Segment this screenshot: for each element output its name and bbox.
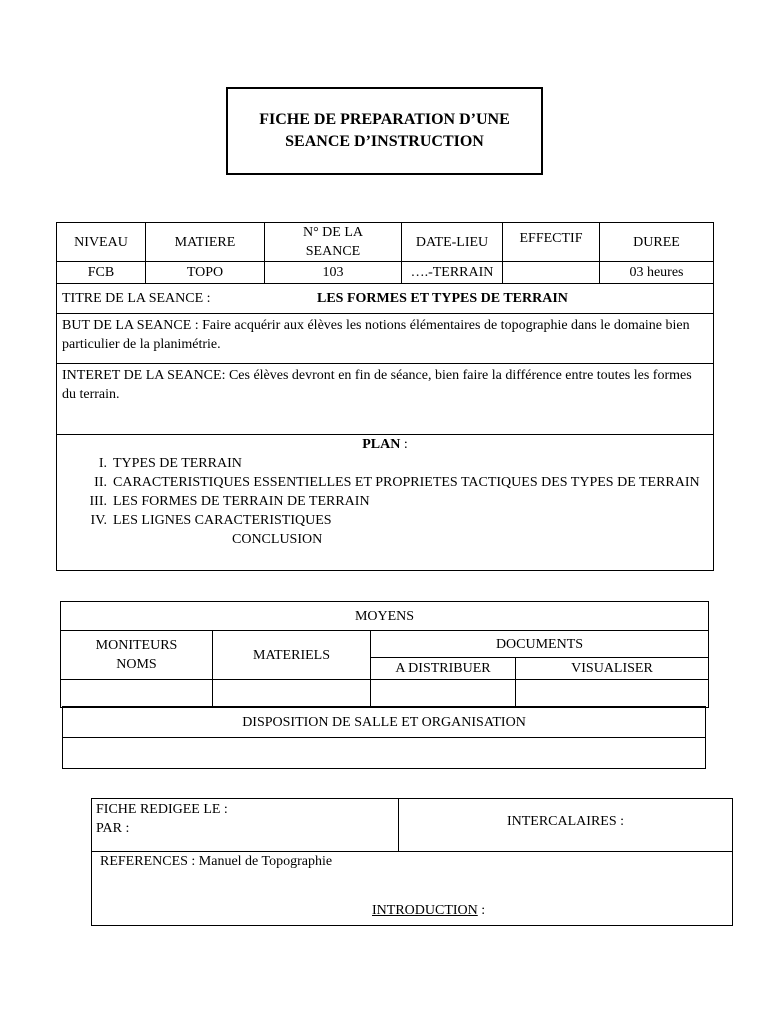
- documents-header: DOCUMENTS: [371, 631, 709, 658]
- moniteurs-cell: [61, 680, 213, 708]
- plan-list: [57, 454, 713, 530]
- plan-item-number: II.: [94, 475, 107, 490]
- plan-conclusion: CONCLUSION: [232, 532, 323, 547]
- disposition-title: DISPOSITION DE SALLE ET ORGANISATION: [63, 707, 706, 738]
- but-row: [57, 314, 714, 364]
- moyens-table: [60, 601, 709, 708]
- header-effectif: EFFECTIF: [503, 223, 600, 262]
- titre-row: [57, 284, 714, 314]
- intercalaires-label: INTERCALAIRES :: [399, 799, 733, 852]
- value-niveau: FCB: [57, 262, 146, 284]
- info-value-row: [57, 262, 714, 284]
- visualiser-cell: [516, 680, 709, 708]
- materiels-header: MATERIELS: [213, 631, 371, 680]
- fiche-table: [91, 798, 733, 926]
- references-cell: [92, 852, 733, 926]
- plan-item-text: LES FORMES DE TERRAIN DE TERRAIN: [113, 494, 370, 509]
- introduction-colon: :: [477, 903, 486, 918]
- but-text: BUT DE LA SEANCE : Faire acquérir aux élèves les notions élémentaires de topographie dans le domaine bien particulier de la planimétrie.: [57, 314, 714, 364]
- references-text: REFERENCES : Manuel de Topographie: [100, 854, 333, 869]
- moniteurs-noms-header: MONITEURS NOMS: [61, 631, 213, 680]
- plan-row: [57, 435, 714, 571]
- header-date-lieu: DATE-LIEU: [402, 223, 503, 262]
- header-matiere: MATIERE: [146, 223, 265, 262]
- document-title-box: [226, 87, 543, 175]
- plan-item-number: IV.: [90, 513, 107, 528]
- materiels-cell: [213, 680, 371, 708]
- plan-item-text: TYPES DE TERRAIN: [113, 456, 242, 471]
- plan-item: [57, 473, 713, 492]
- value-duree: 03 heures: [600, 262, 714, 284]
- document-title-line2: SEANCE D’INSTRUCTION: [285, 133, 484, 150]
- plan-heading: [57, 435, 713, 454]
- moyens-title: MOYENS: [61, 602, 709, 631]
- plan-item-number: III.: [89, 494, 107, 509]
- plan-colon: :: [400, 437, 408, 452]
- header-numero-seance: N° DE LA SEANCE: [265, 223, 402, 262]
- seance-info-table: [56, 222, 714, 571]
- interet-text: INTERET DE LA SEANCE: Ces élèves devront en fin de séance, bien faire la différence entre toutes les formes du terrain.: [57, 364, 714, 435]
- titre-value: LES FORMES ET TYPES DE TERRAIN: [317, 291, 568, 306]
- plan-item-text: CARACTERISTIQUES ESSENTIELLES ET PROPRIETES TACTIQUES DES TYPES DE TERRAIN: [113, 475, 700, 490]
- plan-item-number: I.: [98, 456, 107, 471]
- header-duree: DUREE: [600, 223, 714, 262]
- disposition-cell: [63, 738, 706, 769]
- plan-item: [57, 511, 713, 530]
- header-niveau: NIVEAU: [57, 223, 146, 262]
- info-header-row: [57, 223, 714, 262]
- value-date-lieu: ….-TERRAIN: [402, 262, 503, 284]
- moyens-empty-row: [61, 680, 709, 708]
- disposition-table: [62, 706, 706, 769]
- fiche-redigee-cell: [92, 799, 399, 852]
- a-distribuer-cell: [371, 680, 516, 708]
- plan-label: PLAN: [362, 437, 401, 452]
- introduction-label: INTRODUCTION: [372, 903, 478, 918]
- document-title-line1: FICHE DE PREPARATION D’UNE: [259, 111, 510, 128]
- plan-item: [57, 492, 713, 511]
- fiche-redigee-label: FICHE REDIGEE LE :: [96, 802, 228, 817]
- fiche-par-label: PAR :: [96, 821, 130, 836]
- value-numero-seance: 103: [265, 262, 402, 284]
- titre-label: TITRE DE LA SEANCE :: [62, 291, 211, 306]
- value-effectif: [503, 262, 600, 284]
- interet-row: [57, 364, 714, 435]
- value-matiere: TOPO: [146, 262, 265, 284]
- plan-item: [57, 454, 713, 473]
- a-distribuer-header: A DISTRIBUER: [371, 658, 516, 680]
- visualiser-header: VISUALISER: [516, 658, 709, 680]
- introduction-heading: [372, 901, 485, 920]
- plan-item-text: LES LIGNES CARACTERISTIQUES: [113, 513, 332, 528]
